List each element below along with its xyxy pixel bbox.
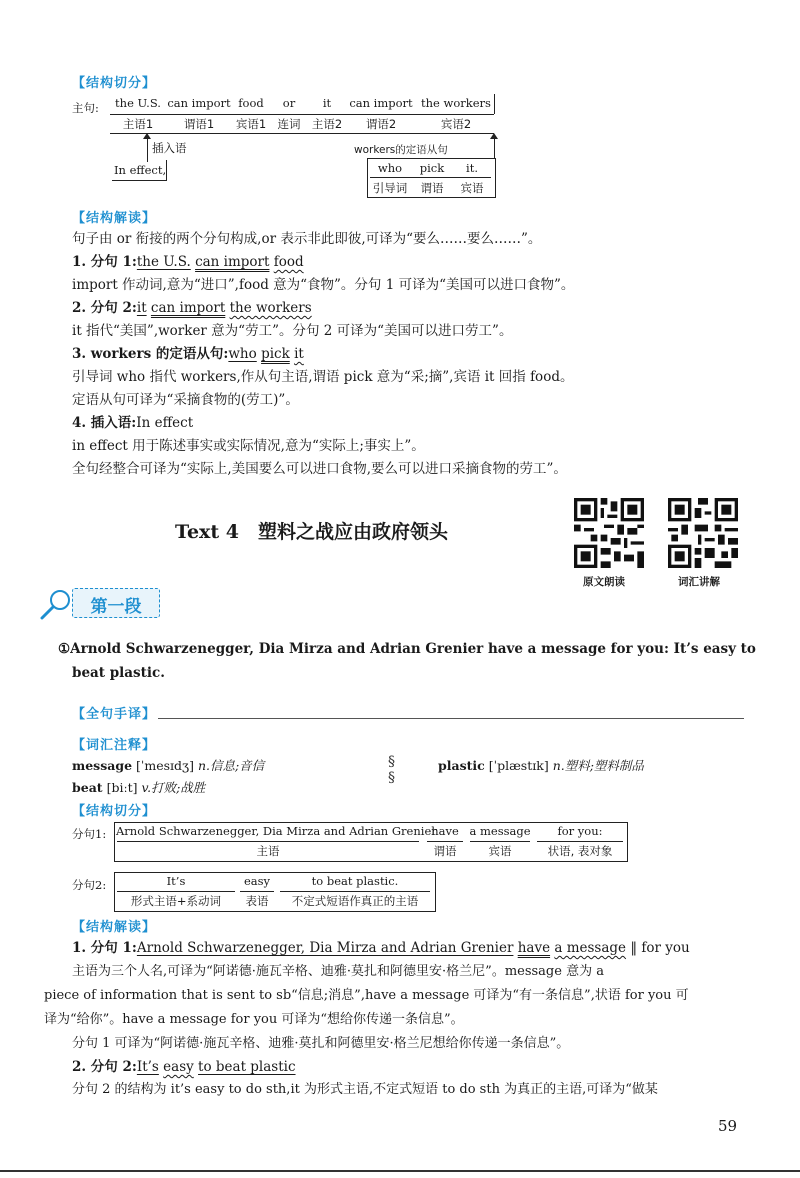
split-label: 【结构切分】 [72,804,157,819]
clause2-word-subject: It’s [166,874,186,888]
translate-label: 【全句手译】 [72,707,157,722]
section-title: 第一段 [90,597,142,617]
insert-arrow [147,136,148,162]
clause1-prefix: 分句1: [72,827,107,841]
word-object2: the workers [421,96,491,110]
read1-text-4: 分句 1 可译为“阿诺德·施瓦辛格、迪雅·莫扎和阿德里安·格兰尼想给你传递一条信息”。 [72,1036,570,1051]
word-object1: food [238,96,264,110]
struct-read-label: 【结构解读】 [72,211,157,226]
clause1-heading: 1. 分句 1:the U.S. can import food [72,254,304,270]
clause1-word-subject: Arnold Schwarzenegger, Dia Mirza and Adrian Grenier [116,824,437,838]
main-clause-prefix: 主句: [72,101,99,115]
clause4-heading: 4. 插入语:In effect [72,415,194,431]
role-verb2: 谓语2 [365,117,397,131]
clause1-role-subject: 主语 [256,844,280,858]
vocab-plastic: plastic [ˈplæstɪk] n.塑料;塑料制品 [438,758,644,773]
clause1-role-object: 宾语 [488,844,512,858]
sentence-line-2: beat plastic. [72,665,165,681]
clause2-prefix: 分句2: [72,878,107,892]
clause1-word-adverbial: for you: [557,824,603,838]
clause2-role-subject: 形式主语+系动词 [130,894,222,908]
sentence-line-1: ①Arnold Schwarzenegger, Dia Mirza and Adrian Grenier have a message for you: It’s easy to [58,641,756,657]
clause1-role-verb: 谓语 [433,844,457,858]
vocab-label: 【词汇注释】 [72,738,157,753]
clause2-word-predicative: easy [243,874,271,888]
qr2-label: 词汇讲解 [678,576,720,588]
insert-text: In effect, [114,163,167,177]
read2-text-1: 分句 2 的结构为 it’s easy to do sth,it 为形式主语,不定式短语 to do sth 为真正的主语,可译为“做某 [72,1082,658,1097]
read1-text-1: 主语为三个人名,可译为“阿诺德·施瓦辛格、迪雅·莫扎和阿德里安·格兰尼”。message 意为 a [72,964,604,979]
role-object1: 宾语1 [235,117,267,131]
page-number: 59 [718,1117,738,1135]
read2-heading: 2. 分句 2:It’s easy to beat plastic [72,1059,296,1075]
insert-label: 插入语 [152,141,187,155]
word-subject1: the U.S. [115,96,161,110]
read1-heading: 1. 分句 1:Arnold Schwarzenegger, Dia Mirza and Adrian Grenier have a message ‖ for you [72,940,690,956]
translate-blank-line[interactable] [158,718,744,719]
clause3-text-1: 引导词 who 指代 workers,作从句主语,谓语 pick 意为“采;摘”,宾语 it 回指 food。 [72,369,574,385]
text4-title: Text 4 塑料之战应由政府领头 [175,521,448,543]
intro-text: 句子由 or 衔接的两个分句构成,or 表示非此即彼,可译为“要么……要么……”。 [72,231,542,247]
role-conj: 连词 [277,117,301,131]
clause-role-it: 宾语 [460,181,484,195]
clause-word-it: it. [466,161,478,175]
word-verb2: can import [349,96,413,110]
role-subject2: 主语2 [311,117,343,131]
clause3-text-2: 定语从句可译为“采摘食物的(劳工)”。 [72,392,299,408]
clause-label: workers的定语从句 [354,144,448,156]
word-conj: or [282,96,296,110]
qr-code-icon[interactable] [574,498,644,568]
clause-role-pick: 谓语 [420,181,444,195]
word-verb1: can import [167,96,231,110]
read1-text-3: 译为“给你”。have a message for you 可译为“想给你传递一条信息”。 [44,1012,464,1027]
clause2-role-real-subject: 不定式短语作真正的主语 [291,894,419,908]
clause4-text-1: in effect 用于陈述事实或实际情况,意为“实际上;事实上”。 [72,438,425,454]
section-badge [72,588,160,618]
page-bottom-rule [0,1170,800,1172]
struct-split-label: 【结构切分】 [72,76,157,91]
clause-word-who: who [377,161,403,175]
clause2-word-real-subject: to beat plastic. [311,874,399,888]
qr-code-icon[interactable] [668,498,738,568]
role-subject1: 主语1 [122,117,154,131]
read-label: 【结构解读】 [72,920,157,935]
clause1-role-adverbial: 状语, 表对象 [547,844,613,858]
read1-text-2: piece of information that is sent to sb“信息;消息”,have a message 可译为“有一条信息”,状语 for you 可 [44,988,689,1003]
clause1-word-verb: have [431,824,459,838]
role-object2: 宾语2 [440,117,472,131]
vocab-message: message [ˈmesɪdʒ] n.信息;音信 [72,758,265,773]
qr1-label: 原文朗读 [583,576,625,588]
word-subject2: it [322,96,332,110]
clause1-word-object: a message [469,824,531,838]
clause2-role-predicative: 表语 [245,894,269,908]
clause-word-pick: pick [419,161,445,175]
clause2-heading: 2. 分句 2:it can import the workers [72,300,312,316]
clause-role-who: 引导词 [372,181,408,195]
clause1-text: import 作动词,意为“进口”,food 意为“食物”。分句 1 可译为“美国可以进口食物”。 [72,277,575,293]
clause2-text: it 指代“美国”,worker 意为“劳工”。分句 2 可译为“美国可以进口劳工”。 [72,323,513,339]
clause4-text-2: 全句经整合可译为“实际上,美国要么可以进口食物,要么可以进口采摘食物的劳工”。 [72,461,567,477]
clause3-heading: 3. workers 的定语从句:who pick it [72,346,304,362]
vocab-divider: § § [388,754,395,786]
vocab-beat: beat [biːt] v.打败;战胜 [72,780,206,795]
role-verb1: 谓语1 [183,117,215,131]
clause-arrow [494,136,495,158]
